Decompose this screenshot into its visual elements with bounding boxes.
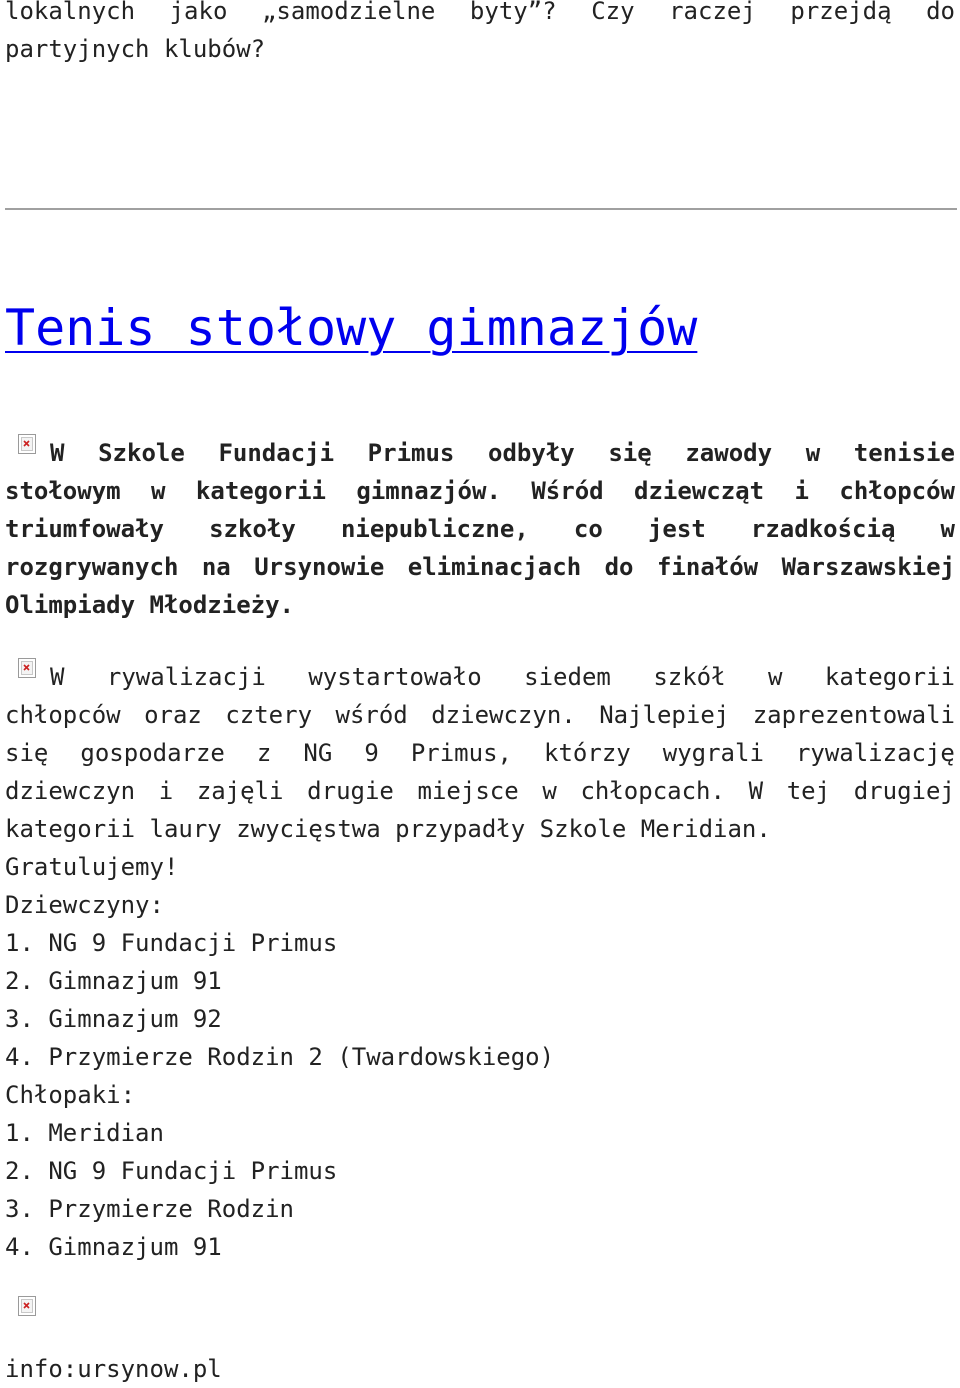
- word: się: [5, 739, 49, 767]
- girls-list-item: 4. Przymierze Rodzin 2 (Twardowskiego): [5, 1043, 555, 1071]
- word: Primus: [367, 439, 455, 467]
- girls-list-item: 2. Gimnazjum 91: [5, 967, 222, 995]
- word: rywalizację: [795, 739, 955, 767]
- word: Warszawskiej: [781, 553, 955, 581]
- para2-line-6: Gratulujemy!: [5, 853, 179, 881]
- word: w: [768, 663, 783, 691]
- word: gospodarze: [80, 739, 225, 767]
- para2-line-3: [5, 734, 955, 772]
- girls-heading: Dziewczyny:: [5, 891, 164, 919]
- word: kategorii: [195, 477, 326, 505]
- word: lokalnych: [5, 0, 136, 25]
- horizontal-divider: [5, 208, 957, 210]
- word: zawody: [685, 439, 773, 467]
- word: do: [926, 0, 955, 25]
- word: chłopcach.: [580, 777, 725, 805]
- para1-line-1: [5, 434, 955, 472]
- word: w: [151, 477, 166, 505]
- word: tenisie: [853, 439, 955, 467]
- word: chłopców: [839, 477, 955, 505]
- para1-line-3: [5, 510, 955, 548]
- word: Ursynowie: [254, 553, 385, 581]
- word: „samodzielne: [261, 0, 436, 25]
- word: niepubliczne,: [340, 515, 529, 543]
- word: Najlepiej: [599, 701, 730, 729]
- word: kategorii: [824, 663, 955, 691]
- word: Czy: [591, 0, 635, 25]
- word: rywalizacji: [106, 663, 266, 691]
- word: cztery: [225, 701, 313, 729]
- boys-list-item: 3. Przymierze Rodzin: [5, 1195, 294, 1223]
- para1-line-2: [5, 472, 955, 510]
- word: rozgrywanych: [5, 553, 179, 581]
- intro-line-1: [5, 0, 955, 30]
- word: chłopców: [5, 701, 121, 729]
- intro-line-2: partyjnych klubów?: [5, 35, 266, 63]
- article-title-link[interactable]: Tenis stołowy gimnazjów: [5, 299, 698, 357]
- word: jest: [647, 515, 706, 543]
- boys-list-item: 2. NG 9 Fundacji Primus: [5, 1157, 338, 1185]
- word: dziewczyn.: [431, 701, 576, 729]
- intro-paragraph: [5, 0, 955, 68]
- para2-line-2: [5, 696, 955, 734]
- word: Primus,: [410, 739, 512, 767]
- boys-list-item: 1. Meridian: [5, 1119, 164, 1147]
- boys-list-item: 4. Gimnazjum 91: [5, 1233, 222, 1261]
- word: w: [542, 777, 557, 805]
- word: W: [50, 439, 65, 467]
- word: szkół: [653, 663, 726, 691]
- broken-image-icon: [18, 1296, 36, 1316]
- word: miejsce: [417, 777, 519, 805]
- para2-line-5: kategorii laury zwycięstwa przypadły Szkole Meridian.: [5, 815, 771, 843]
- word: Wśród: [531, 477, 604, 505]
- word: Szkole: [98, 439, 185, 467]
- word: z: [256, 739, 272, 767]
- word: zaprezentowali: [752, 701, 955, 729]
- girls-list-item: 3. Gimnazjum 92: [5, 1005, 222, 1033]
- word: odbyły: [488, 439, 575, 467]
- word: raczej: [669, 0, 756, 25]
- word: się: [608, 439, 652, 467]
- word: zajęli: [196, 777, 284, 805]
- para2-line-1: [5, 658, 955, 696]
- word: NG: [303, 739, 333, 767]
- word: gimnazjów.: [356, 477, 501, 505]
- word: 9: [364, 739, 379, 767]
- word: eliminacjach: [407, 553, 582, 581]
- word: dziewcząt: [634, 477, 765, 505]
- word: dziewczyn: [5, 777, 136, 805]
- word: byty”?: [469, 0, 557, 25]
- word: W: [748, 777, 764, 805]
- word: wygrali: [662, 739, 764, 767]
- word: finałów: [656, 553, 759, 581]
- word: do: [604, 553, 634, 581]
- word: wystartowało: [308, 663, 482, 691]
- para1-line-5: Olimpiady Młodzieży.: [5, 591, 294, 619]
- para2-line-4: [5, 772, 955, 810]
- word: Fundacji: [218, 439, 335, 467]
- word: oraz: [144, 701, 202, 729]
- word: tej: [786, 777, 831, 805]
- word: stołowym: [5, 477, 121, 505]
- word: szkoły: [209, 515, 296, 543]
- word: W: [50, 663, 65, 691]
- word: drugie: [307, 777, 394, 805]
- word: i: [158, 777, 174, 805]
- word: jako: [169, 0, 228, 25]
- word: w: [940, 515, 955, 543]
- boys-heading: Chłopaki:: [5, 1081, 136, 1109]
- word: triumfowały: [5, 515, 164, 543]
- word: w: [805, 439, 821, 467]
- para1-line-4: [5, 548, 955, 586]
- word: siedem: [524, 663, 611, 691]
- word: co: [573, 515, 603, 543]
- word: i: [794, 477, 809, 505]
- word: przejdą: [790, 0, 892, 25]
- article-paragraph-2: [5, 658, 955, 1266]
- word: rzadkością: [750, 515, 896, 543]
- word: drugiej: [853, 777, 955, 805]
- article-paragraph-1: [5, 434, 955, 624]
- source-credit: info:ursynow.pl: [5, 1355, 222, 1383]
- word: wśród: [335, 701, 408, 729]
- girls-list-item: 1. NG 9 Fundacji Primus: [5, 929, 338, 957]
- word: którzy: [544, 739, 631, 767]
- word: na: [201, 553, 231, 581]
